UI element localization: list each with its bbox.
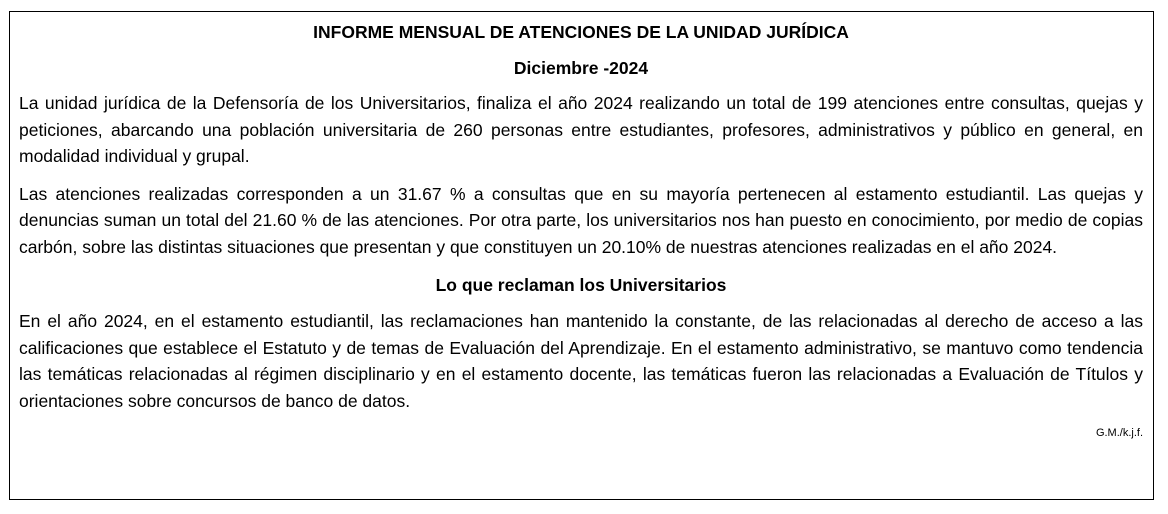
report-date: Diciembre -2024 [513,58,649,78]
report-box [9,11,1154,500]
author-initials: G.M./k.j.f. [1095,427,1143,439]
section-heading: Lo que reclaman los Universitarios [435,275,727,295]
statistics-paragraph: Las atenciones realizadas corresponden a un 31.67 % a consultas que en su mayoría pertenecen al estamento estudiantil. Las quejas y denuncias suman un total del 21.60 % de las atenciones. Por otra parte, los universitarios nos han puesto en conocimiento, por medio de copias carbón, sobre las distintas situaciones que presentan y que constituyen un 20.10% de nuestras atenciones realizadas en el año 2024. [19,183,1143,257]
claims-paragraph: En el año 2024, en el estamento estudiantil, las reclamaciones han mantenido la constante, de las relacionadas al derecho de acceso a las calificaciones que establece el Estatuto y de temas de Evaluación del Aprendizaje. En el estamento administrativo, se mantuvo como tendencia las temáticas relacionadas al régimen disciplinario y en el estamento docente, las temáticas fueron las relacionadas a Evaluación de Títulos y orientaciones sobre concursos de banco de datos. [19,311,1143,411]
report-title: INFORME MENSUAL DE ATENCIONES DE LA UNIDAD JURÍDICA [313,22,849,42]
summary-paragraph: La unidad jurídica de la Defensoría de los Universitarios, finaliza el año 2024 realizando un total de 199 atenciones entre consultas, quejas y peticiones, abarcando una población universitaria de 260 personas entre estudiantes, profesores, administrativos y público en general, en modalidad individual y grupal. [19,93,1143,166]
